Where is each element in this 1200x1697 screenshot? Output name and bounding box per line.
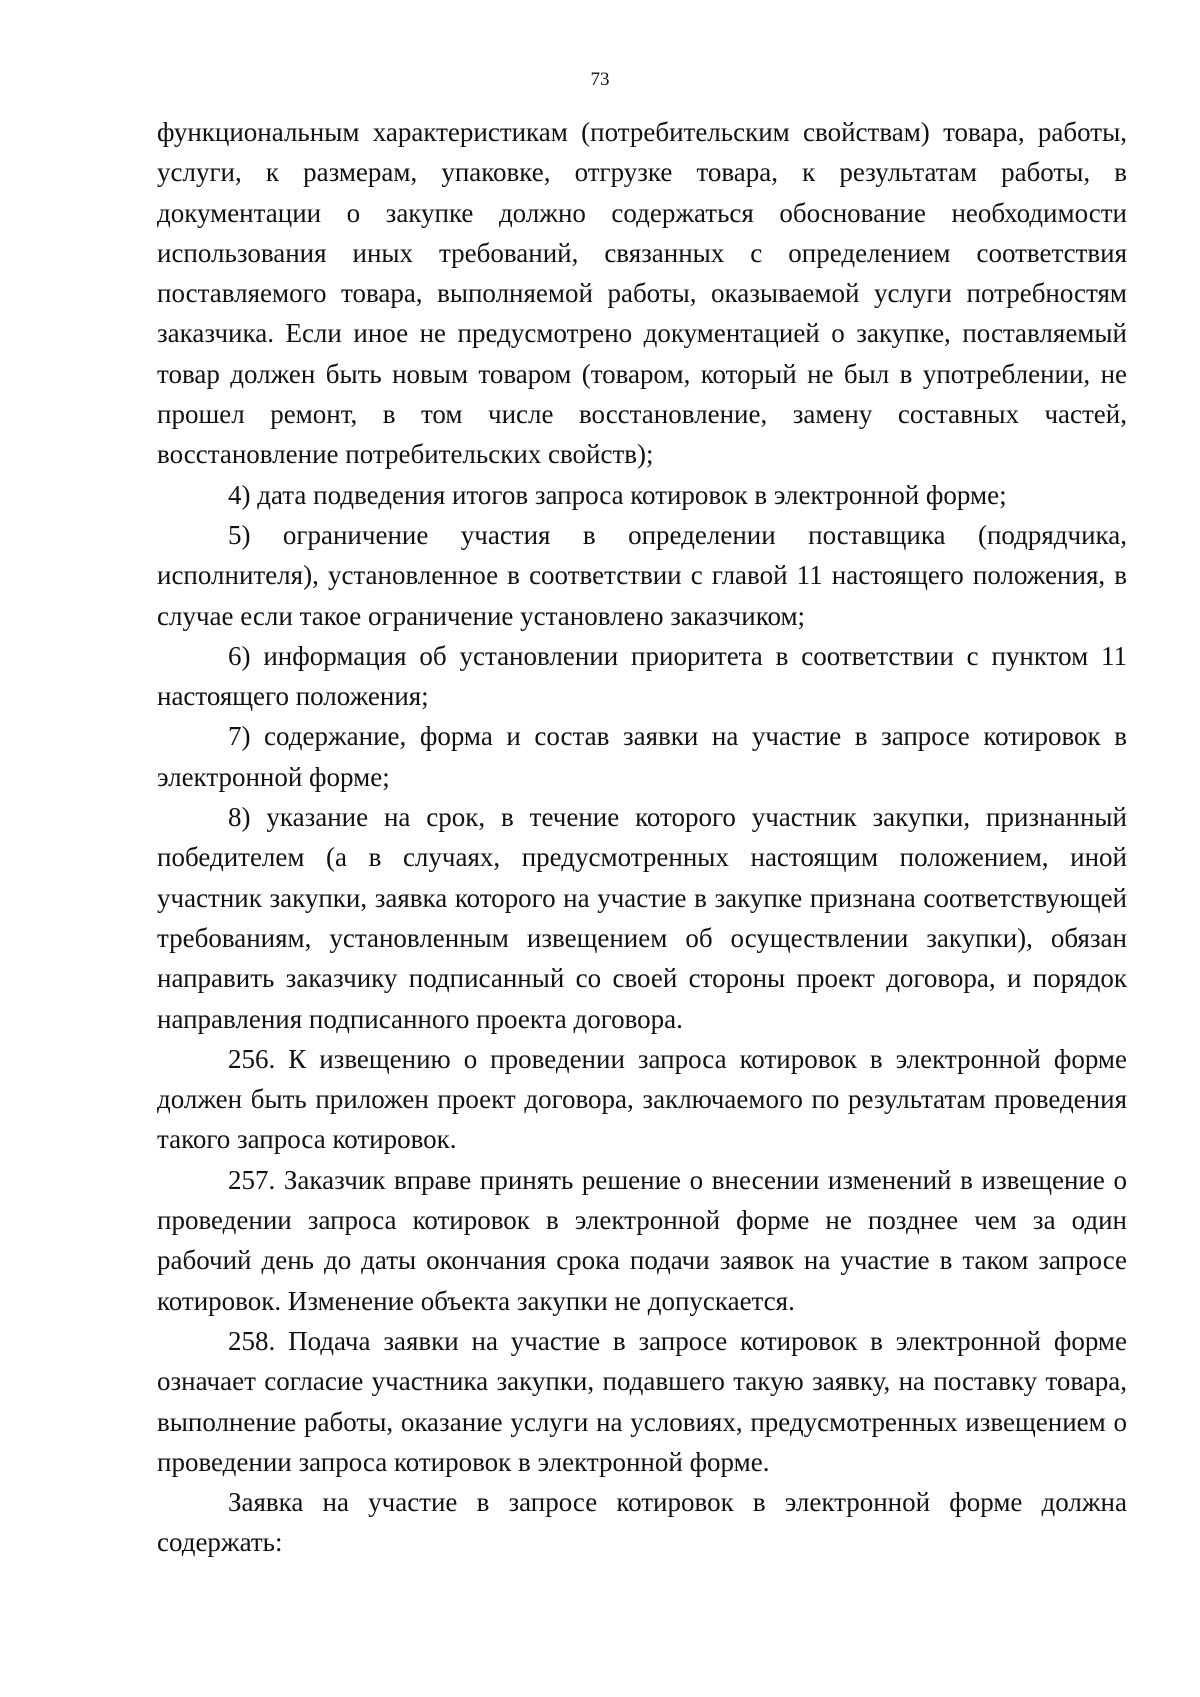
paragraph-257: 257. Заказчик вправе принять решение о внесении изменений в извещение о проведении запроса котировок в электронной форме не позднее чем за один рабочий день до даты окончания срока подачи заявок на участие в таком запросе котировок. Изменение объекта закупки не допускается. <box>157 1164 1127 1316</box>
paragraph-item-6: 6) информация об установлении приоритета в соответствии с пунктом 11 настоящего положения; <box>157 640 1127 712</box>
document-body <box>157 112 1127 1563</box>
paragraph-258: 258. Подача заявки на участие в запросе котировок в электронной форме означает согласие участника закупки, подавшего такую заявку, на поставку товара, выполнение работы, оказание услуги на условиях, предусмотренных извещением о проведении запроса котировок в электронной форме. <box>157 1325 1127 1477</box>
page-number: 73 <box>590 69 610 90</box>
paragraph-application-content: Заявка на участие в запросе котировок в электронной форме должна содержать: <box>157 1487 1127 1558</box>
paragraph-256: 256. К извещению о проведении запроса котировок в электронной форме должен быть приложен проект договора, заключаемого по результатам проведения такого запроса котировок. <box>157 1043 1127 1155</box>
paragraph-item-5: 5) ограничение участия в определении поставщика (подрядчика, исполнителя), установленное в соответствии с главой 11 настоящего положения, в случае если такое ограничение установлено заказчиком; <box>157 519 1127 631</box>
paragraph-continuation: функциональным характеристикам (потребительским свойствам) товара, работы, услуги, к размерам, упаковке, отгрузке товара, к результатам работы, в документации о закупке должно содержаться обоснование необходимости использования иных требований, связанных с определением соответствия поставляемого товара, выполняемой работы, оказываемой услуги потребностям заказчика. Если иное не предусмотрено документацией о закупке, поставляемый товар должен быть новым товаром (товаром, который не был в употреблении, не прошел ремонт, в том числе восстановление, замену составных частей, восстановление потребительских свойств); <box>157 117 1127 470</box>
paragraph-item-4: 4) дата подведения итогов запроса котировок в электронной форме; <box>228 479 1007 510</box>
paragraph-item-8: 8) указание на срок, в течение которого участник закупки, признанный победителем (а в случаях, предусмотренных настоящим положением, иной участник закупки, заявка которого на участие в закупке признана соответствующей требованиям, установленным извещением об осуществлении закупки), обязан направить заказчику подписанный со своей стороны проект договора, и порядок направления подписанного проекта договора. <box>157 802 1127 1034</box>
paragraph-item-7: 7) содержание, форма и состав заявки на участие в запросе котировок в электронной форме; <box>157 721 1127 792</box>
